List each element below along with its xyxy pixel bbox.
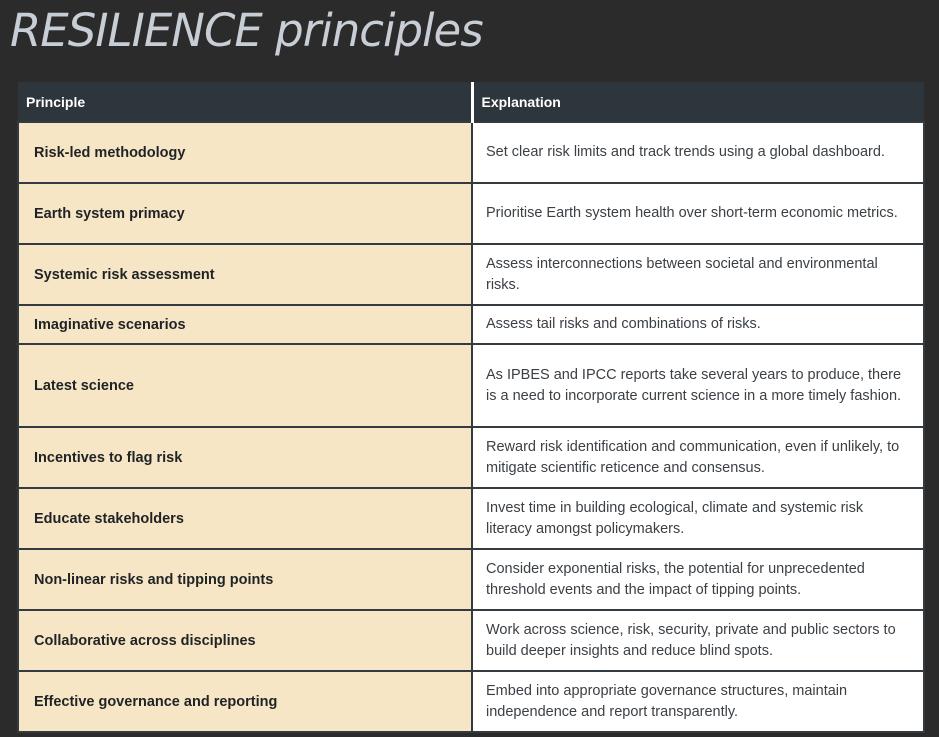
table-row: [18, 549, 924, 610]
column-header-explanation: Explanation: [472, 82, 924, 122]
explanation-cell: Consider exponential risks, the potential for unprecedented threshold events and the impact of tipping points.: [472, 549, 924, 610]
explanation-cell: Reward risk identification and communication, even if unlikely, to mitigate scientific reticence and consensus.: [472, 427, 924, 488]
table-row: [18, 344, 924, 427]
explanation-cell: Assess interconnections between societal and environmental risks.: [472, 244, 924, 305]
explanation-cell: Embed into appropriate governance structures, maintain independence and report transparently.: [472, 671, 924, 732]
principle-cell: Non-linear risks and tipping points: [18, 549, 472, 610]
explanation-cell: Work across science, risk, security, private and public sectors to build deeper insights and reduce blind spots.: [472, 610, 924, 671]
principle-cell: Educate stakeholders: [18, 488, 472, 549]
table-row: [18, 244, 924, 305]
explanation-cell: As IPBES and IPCC reports take several years to produce, there is a need to incorporate current science in a more timely fashion.: [472, 344, 924, 427]
principle-cell: Imaginative scenarios: [18, 305, 472, 344]
table-row: [18, 610, 924, 671]
principle-cell: Earth system primacy: [18, 183, 472, 244]
table-row: [18, 305, 924, 344]
explanation-cell: Assess tail risks and combinations of risks.: [472, 305, 924, 344]
principle-cell: Systemic risk assessment: [18, 244, 472, 305]
table-row: [18, 488, 924, 549]
explanation-cell: Invest time in building ecological, climate and systemic risk literacy amongst policymakers.: [472, 488, 924, 549]
table-row: [18, 122, 924, 183]
table-header-row: [18, 82, 924, 122]
page-title: RESILIENCE principles: [10, 4, 483, 57]
principle-cell: Effective governance and reporting: [18, 671, 472, 732]
explanation-cell: Prioritise Earth system health over short-term economic metrics.: [472, 183, 924, 244]
principles-table-frame: [9, 82, 930, 737]
explanation-cell: Set clear risk limits and track trends using a global dashboard.: [472, 122, 924, 183]
table-row: [18, 183, 924, 244]
column-header-principle: Principle: [18, 82, 472, 122]
principles-table: [17, 82, 925, 733]
table-row: [18, 427, 924, 488]
principle-cell: Collaborative across disciplines: [18, 610, 472, 671]
table-row: [18, 671, 924, 732]
principle-cell: Risk-led methodology: [18, 122, 472, 183]
principle-cell: Latest science: [18, 344, 472, 427]
principle-cell: Incentives to flag risk: [18, 427, 472, 488]
